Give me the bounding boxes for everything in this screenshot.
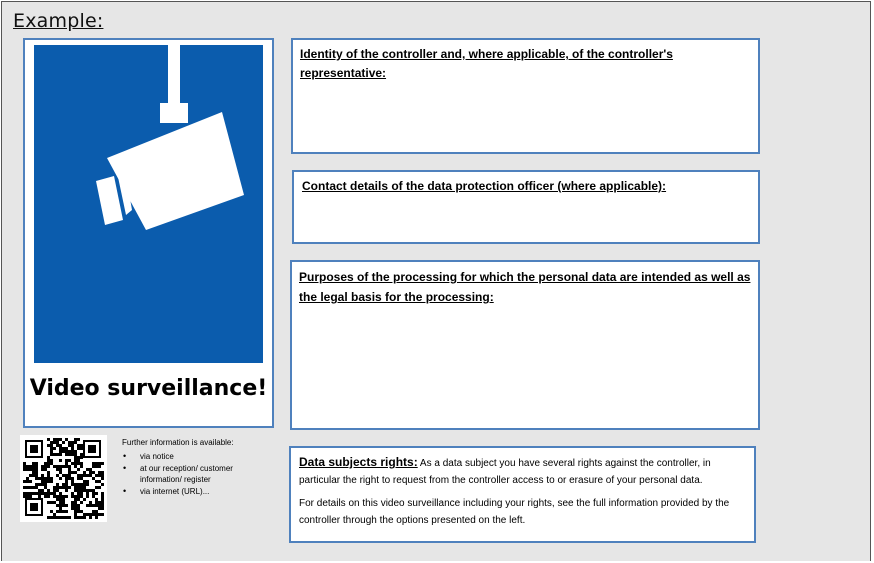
example-label: Example: [13, 10, 104, 32]
video-surveillance-sign [23, 38, 274, 428]
further-info-item: • via notice [122, 451, 272, 462]
qr-code-icon [20, 435, 107, 522]
rights-heading: Data subjects rights: [299, 455, 418, 469]
rights-paragraph-1 [299, 454, 746, 489]
dpo-contact-heading: Contact details of the data protection officer (where applicable): [302, 179, 667, 193]
further-info [122, 437, 272, 498]
processing-purposes-heading: Purposes of the processing for which the personal data are intended as well as the legal basis for the processing: [299, 270, 751, 304]
controller-identity-heading: Identity of the controller and, where applicable, of the controller's representative: [300, 47, 673, 80]
data-subject-rights-box [289, 446, 756, 543]
sign-caption: Video surveillance! [29, 376, 268, 401]
further-info-list [122, 451, 272, 497]
sign-blue-panel [34, 45, 263, 363]
controller-identity-box [291, 38, 760, 154]
further-info-item: • via internet (URL)... [122, 486, 272, 497]
rights-text-1: As a data subject you have several rights against the controller, in particular the right to request from the controller access to or erasure of your personal data. [299, 458, 711, 486]
rights-paragraph-2: For details on this video surveillance including your rights, see the full information provided by the controller through the options presented on the left. [299, 498, 730, 526]
dpo-contact-box [292, 170, 760, 244]
surveillance-camera-icon [34, 45, 263, 363]
further-info-item: • at our reception/ customer information/ register [122, 463, 272, 485]
further-info-title: Further information is available: [122, 438, 234, 447]
qr-code [20, 435, 107, 522]
processing-purposes-box [290, 260, 760, 430]
